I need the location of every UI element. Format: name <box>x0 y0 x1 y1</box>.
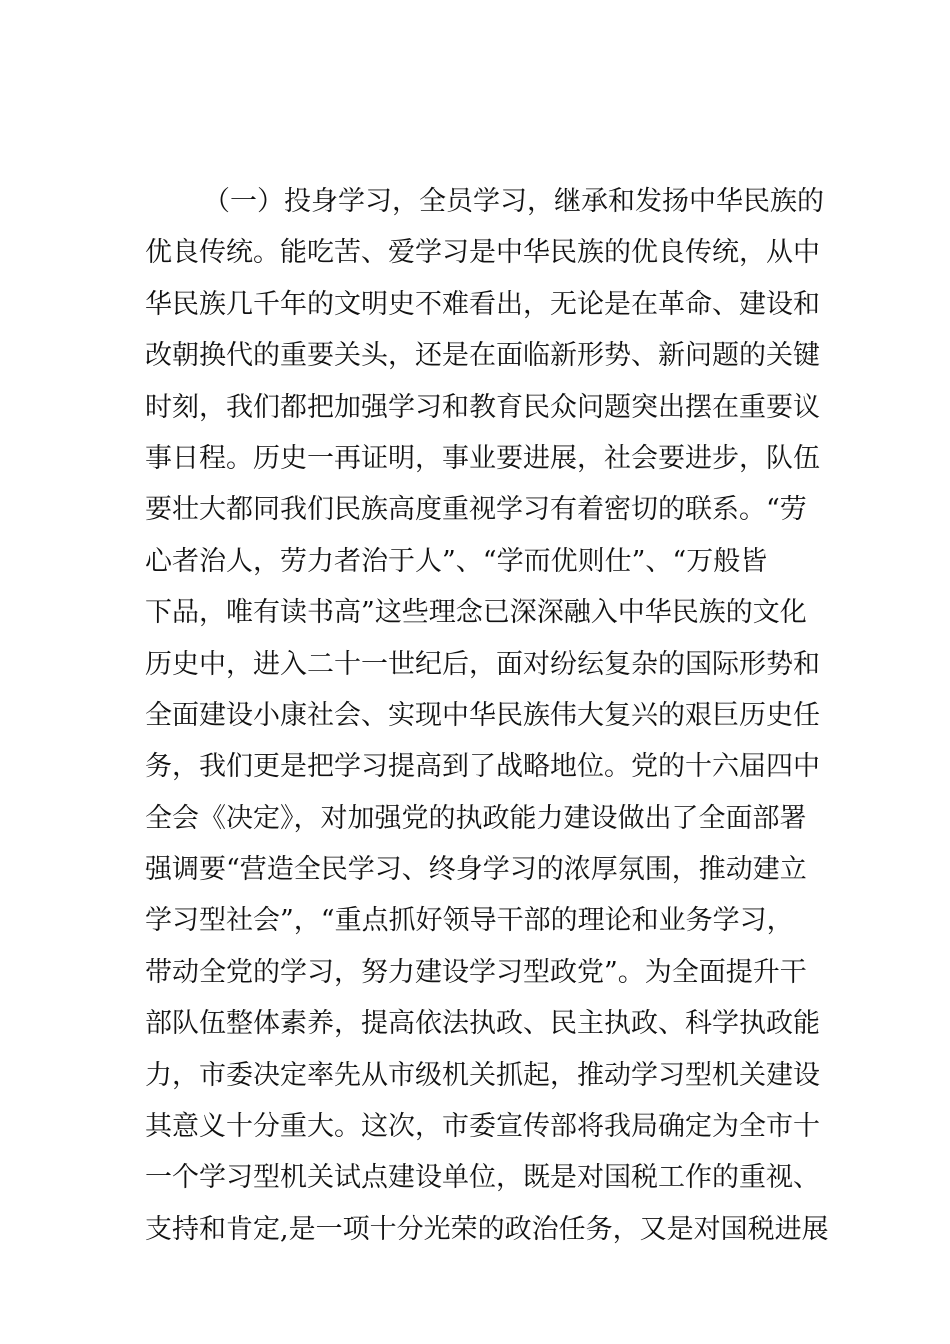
text-line: 要壮大都同我们民族高度重视学习有着密切的联系。“劳 <box>145 494 807 526</box>
text-line: 全会《决定》，对加强党的执政能力建设做出了全面部署 <box>145 802 807 834</box>
text-line: 改朝换代的重要关头，还是在面临新形势、新问题的关键 <box>145 340 820 372</box>
body-paragraph <box>145 176 829 1255</box>
text-line: 带动全党的学习，努力建设学习型政党”。为全面提升干 <box>145 956 807 988</box>
text-line: 务，我们更是把学习提高到了战略地位。党的十六届四中 <box>145 751 820 783</box>
text-line: （一）投身学习，全员学习，继承和发扬中华民族的 <box>203 186 824 217</box>
text-line: 部队伍整体素养，提高依法执政、民主执政、科学执政能 <box>145 1008 820 1040</box>
text-line: 华民族几千年的文明史不难看出，无论是在革命、建设和 <box>145 288 820 320</box>
text-line: 时刻，我们都把加强学习和教育民众问题突出摆在重要议 <box>145 391 820 423</box>
text-line: 支持和肯定,是一项十分光荣的政治任务，又是对国税进展 <box>145 1213 829 1245</box>
text-line: 下品，唯有读书高”这些理念已深深融入中华民族的文化 <box>145 597 807 629</box>
text-line: 优良传统。能吃苦、爱学习是中华民族的优良传统，从中 <box>145 237 820 269</box>
text-line: 心者治人，劳力者治于人”、“学而优则仕”、“万般皆 <box>145 545 768 577</box>
text-line: 学习型社会”，“重点抓好领导干部的理论和业务学习， <box>145 905 794 937</box>
text-line: 历史中，进入二十一世纪后，面对纷纭复杂的国际形势和 <box>145 648 820 680</box>
text-line: 力，市委决定率先从市级机关抓起，推动学习型机关建设 <box>145 1059 820 1091</box>
text-line: 全面建设小康社会、实现中华民族伟大复兴的艰巨历史任 <box>145 699 820 731</box>
text-line: 强调要“营造全民学习、终身学习的浓厚氛围，推动建立 <box>145 854 807 886</box>
text-line: 事日程。历史一再证明，事业要进展，社会要进步，队伍 <box>145 442 820 474</box>
text-line: 其意义十分重大。这次，市委宣传部将我局确定为全市十 <box>145 1111 820 1143</box>
text-line: 一个学习型机关试点建设单位，既是对国税工作的重视、 <box>145 1162 820 1194</box>
